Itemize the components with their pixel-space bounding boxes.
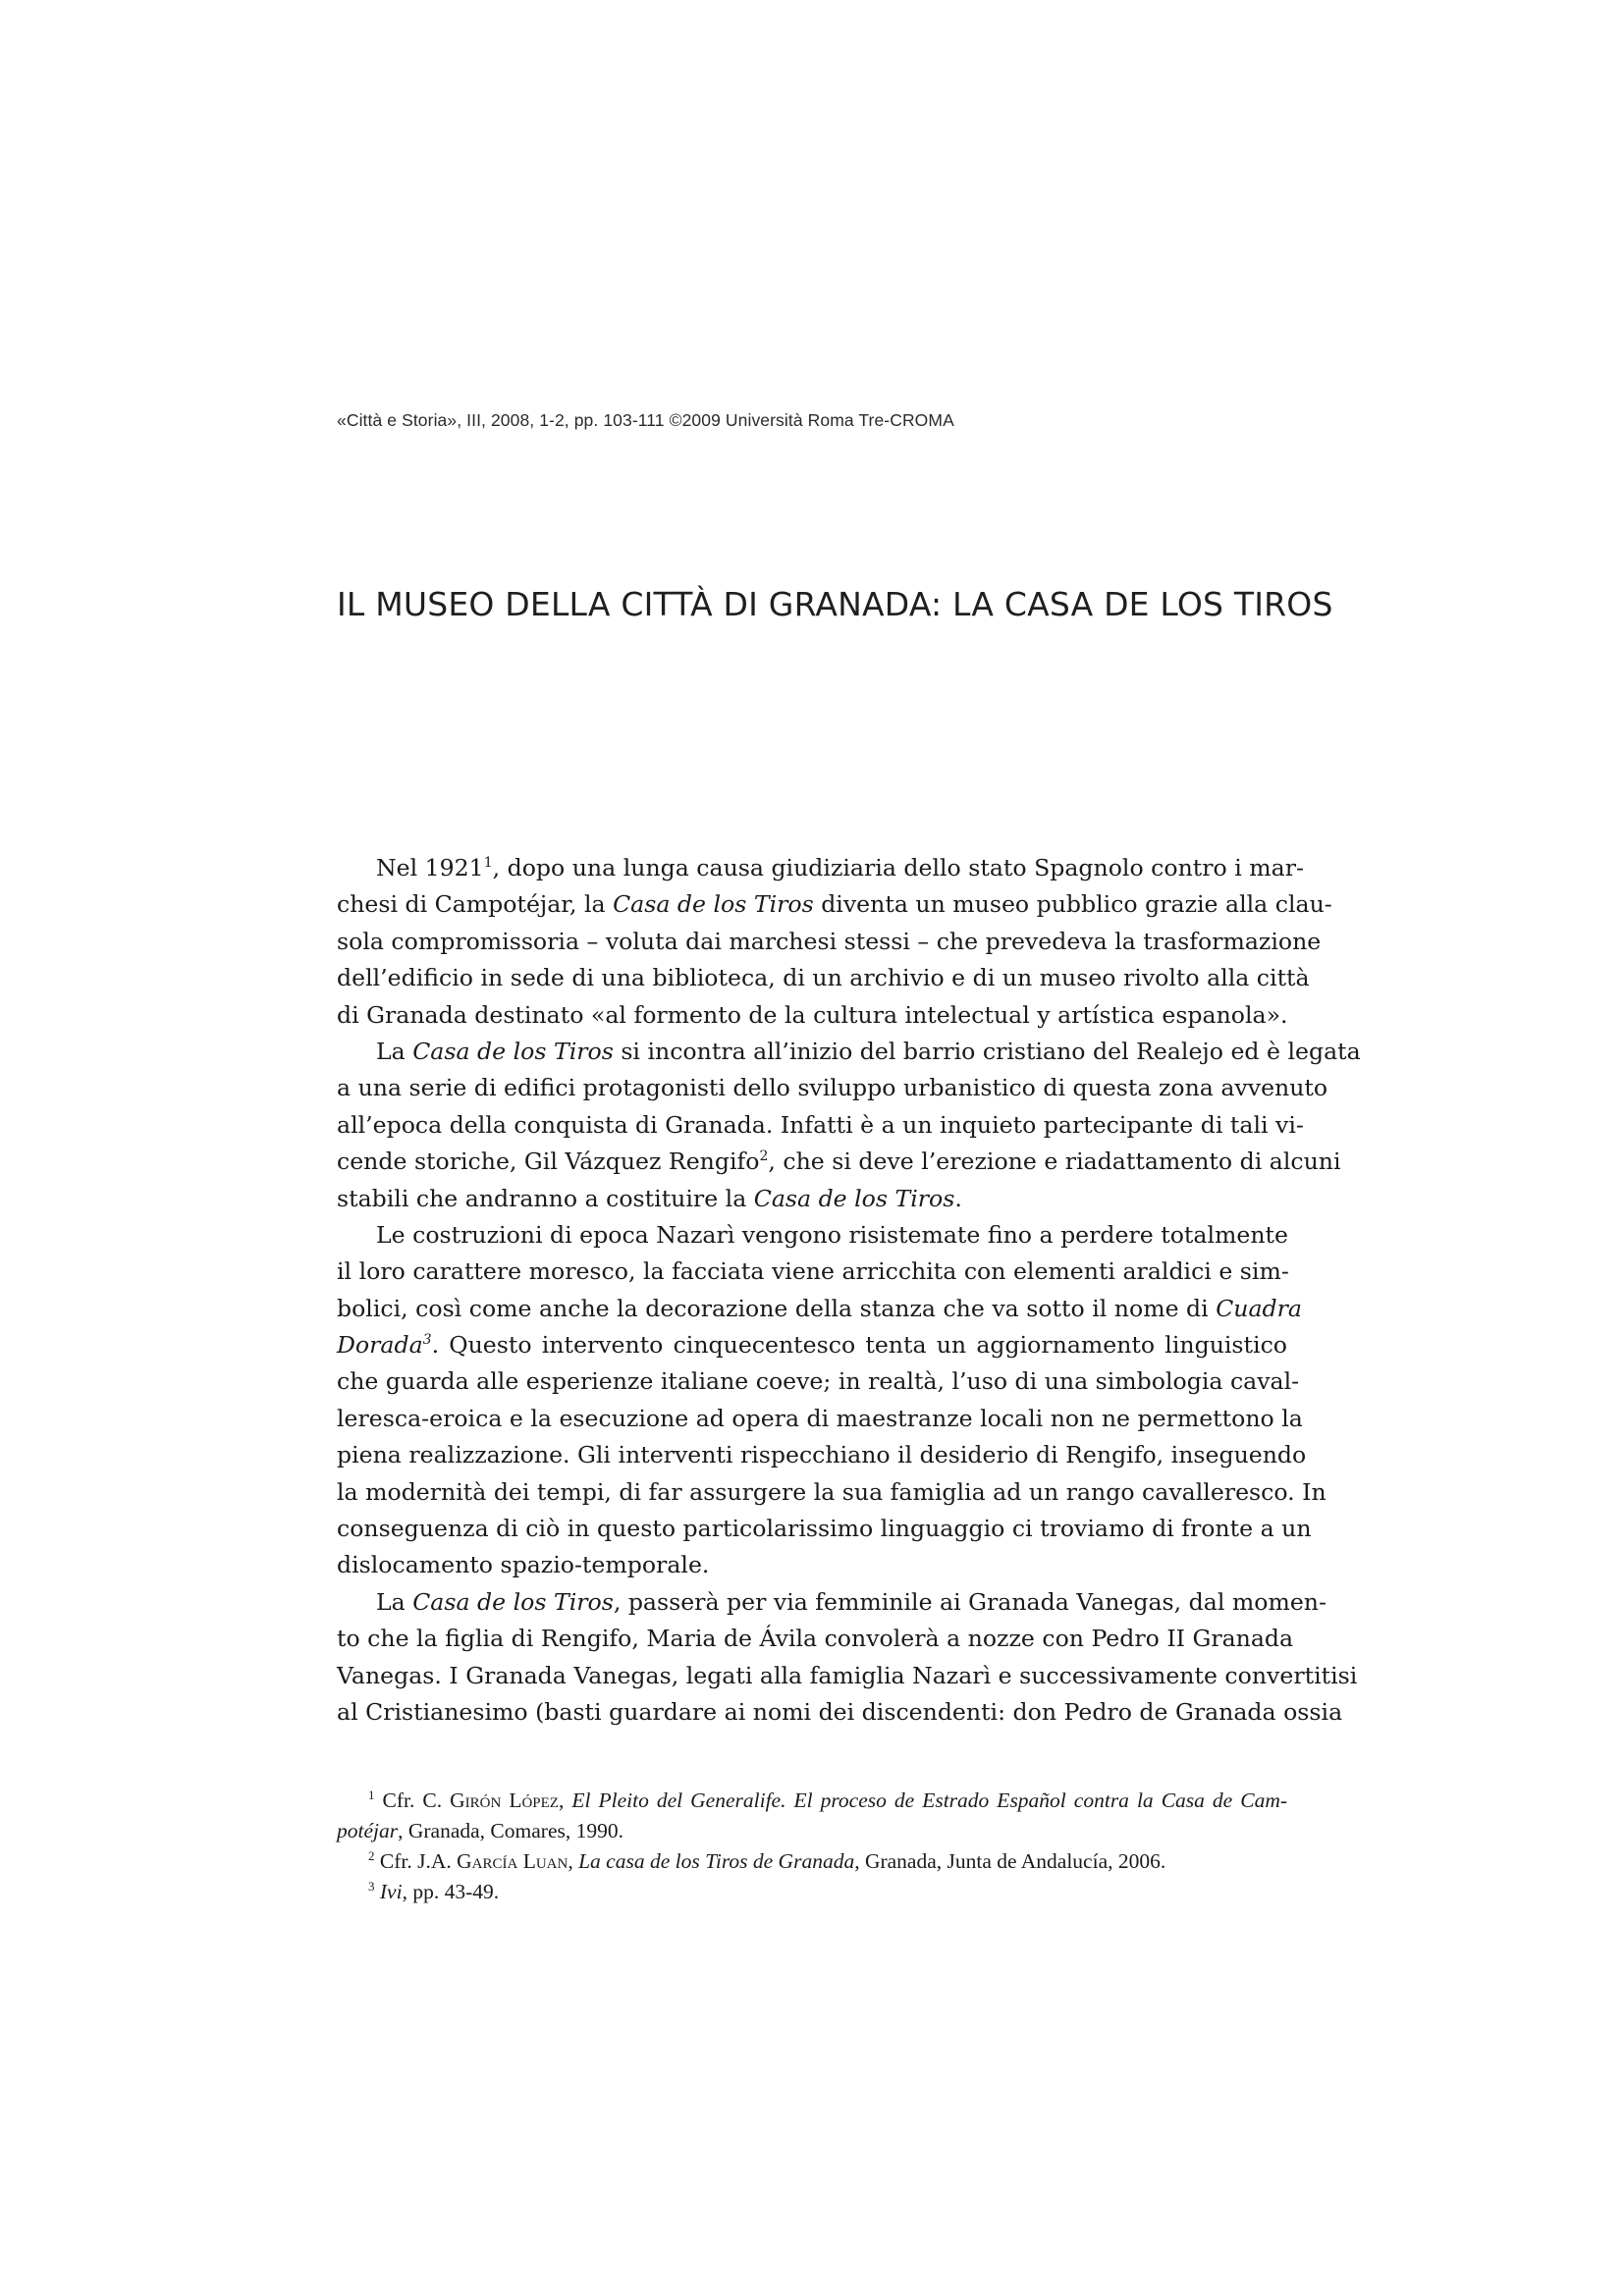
body-line: conseguenza di ciò in questo particolarissimo linguaggio ci troviamo di fronte a un <box>337 1515 1312 1543</box>
body-line: che guarda alle esperienze italiane coeve; in realtà, l’uso di una simbologia caval- <box>337 1367 1300 1396</box>
footnote-2: $^2$ Cfr. J.A. García Luan, La casa de los Tiros de Granada, Granada, Junta de Andalucía, 2006. <box>368 1848 1166 1873</box>
body-line: piena realizzazione. Gli interventi rispecchiano il desiderio di Rengifo, inseguendo <box>337 1441 1307 1469</box>
running-head: «Città e Storia», III, 2008, 1-2, pp. 103-111 ©2009 Università Roma Tre-CROMA <box>337 410 954 430</box>
body-line: to che la figlia di Rengifo, Maria de Ávila convolerà a nozze con Pedro II Granada <box>337 1625 1294 1653</box>
body-line: di Granada destinato «al formento de la cultura intelectual y artística espanola». <box>337 1000 1288 1029</box>
footnote-1-cont: potéjar, Granada, Comares, 1990. <box>337 1819 623 1842</box>
body-line: Dorada$^3$. Questo intervento cinquecentesco tenta un aggiornamento linguistico <box>337 1331 1287 1360</box>
body-line: Le costruzioni di epoca Nazarì vengono risistemate fino a perdere totalmente <box>376 1220 1288 1249</box>
body-line: il loro carattere moresco, la facciata viene arricchita con elementi araldici e sim- <box>337 1257 1289 1286</box>
body-line: al Cristianesimo (basti guardare ai nomi dei discendenti: don Pedro de Granada ossia <box>337 1697 1343 1726</box>
body-line: chesi di Campotéjar, la Casa de los Tiros diventa un museo pubblico grazie alla clau- <box>337 890 1332 919</box>
body-line: La Casa de los Tiros si incontra all’inizio del barrio cristiano del Realejo ed è legata <box>376 1037 1361 1065</box>
body-line: bolici, così come anche la decorazione della stanza che va sotto il nome di Cuadra <box>337 1294 1302 1322</box>
body-line: sola compromissoria – voluta dai marchesi stessi – che prevedeva la trasformazione <box>337 927 1322 955</box>
body-line: dislocamento spazio-temporale. <box>337 1551 710 1579</box>
body-line: Nel 1921$^1$, dopo una lunga causa giudiziaria dello stato Spagnolo contro i mar- <box>376 854 1304 881</box>
body-line: la modernità dei tempi, di far assurgere la sua famiglia ad un rango cavalleresco. In <box>337 1477 1326 1506</box>
body-line: cende storiche, Gil Vázquez Rengifo$^2$, che si deve l’erezione e riadattamento di alcuni <box>337 1148 1341 1176</box>
article-title: IL MUSEO DELLA CITTÀ DI GRANADA: LA CASA DE LOS TIROS <box>337 585 1333 623</box>
article-body <box>337 850 1361 1731</box>
body-line: La Casa de los Tiros, passerà per via femminile ai Granada Vanegas, dal momen- <box>376 1587 1326 1616</box>
footnote-ref-2[interactable]: 2 <box>759 1148 769 1165</box>
footnotes <box>337 1786 1287 1907</box>
body-line: Vanegas. I Granada Vanegas, legati alla famiglia Nazarì e successivamente convertitisi <box>337 1661 1358 1689</box>
body-line: dell’edificio in sede di una biblioteca, di un archivio e di un museo rivolto alla città <box>337 964 1310 992</box>
body-line: all’epoca della conquista di Granada. Infatti è a un inquieto partecipante di tali vi- <box>337 1110 1304 1139</box>
body-line: stabili che andranno a costituire la Casa de los Tiros. <box>337 1184 962 1212</box>
footnote-ref-1[interactable]: 1 <box>483 855 493 871</box>
footnote-3: $^3$ Ivi, pp. 43-49. <box>368 1879 500 1903</box>
body-line: leresca-eroica e la esecuzione ad opera di maestranze locali non ne permettono la <box>337 1404 1303 1432</box>
footnote-ref-3[interactable]: 3 <box>422 1332 432 1349</box>
body-line: a una serie di edifici protagonisti dello sviluppo urbanistico di questa zona avvenuto <box>337 1074 1328 1102</box>
footnote-1: $^1$ Cfr. C. Girón López, El Pleito del Generalife. El proceso de Estrado Español contra la Casa de Cam- <box>368 1788 1288 1812</box>
